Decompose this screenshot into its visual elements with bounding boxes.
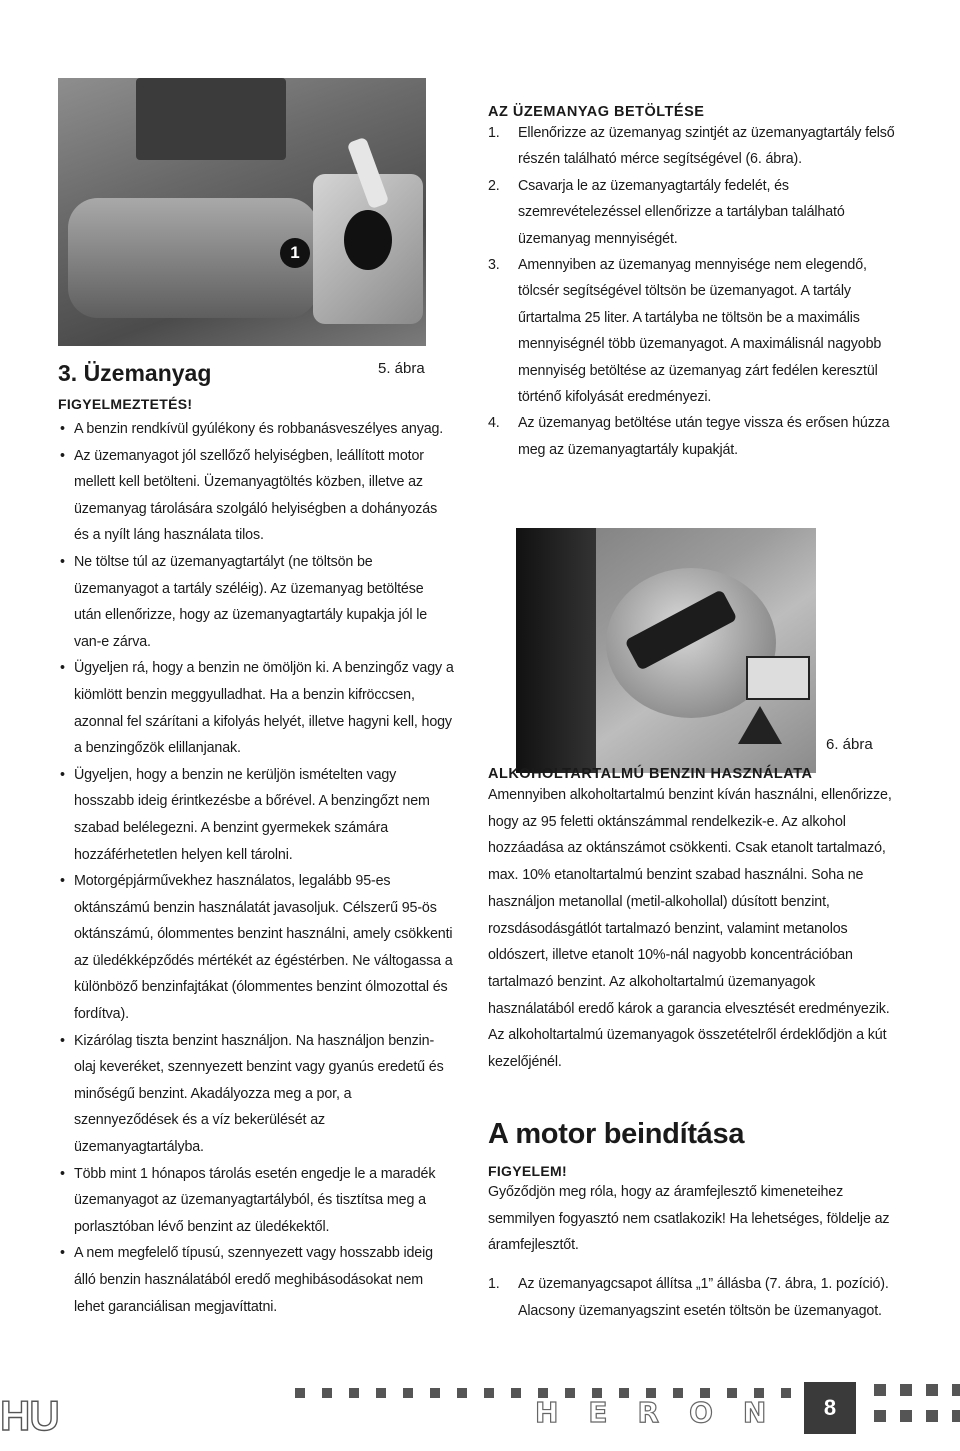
tank-edge-shape [516,528,596,773]
fuel-step [488,120,898,173]
step-text: Az üzemanyag betöltése után tegye vissza és erősen húzza meg az üzemanyagtartály kupakját. [518,415,890,458]
step-text: Az üzemanyagcsapot állítsa „1” állásba (7. ábra, 1. pozíció). Alacsony üzemanyagszint esetén töltsön be üzemanyagot. [518,1276,889,1319]
bullet-item: • Több mint 1 hónapos tárolás esetén engedje le a maradék üzemanyagot az üzemanyagtartályból, és tisztítsa meg a porlasztóban lévő benzint az üledékektől. [58,1161,454,1241]
step-number: 1. [488,125,500,141]
fuel-filling-heading: AZ ÜZEMANYAG BETÖLTÉSE [488,104,705,120]
alcohol-fuel-text: Amennyiben alkoholtartalmú benzint kíván használni, ellenőrizze, hogy az 95 feletti oktánszámmal rendelkezik-e. Az alkohol hozzáadása az oktánszámot csökkenti. Csak etanolt tartalmazó, max. 10% etanoltartalmú benzint szabad használni. Soha ne használjon metanollal (metil-alkohollal) dúsított benzint, rozsdásodásgátlót tartalmazó benzint, valamint metanolos oldószert, illetve etanolt 10%-nál nagyobb koncentrációban tartalmazó benzint. Az alkoholtartalmú üzemanyagok használatából eredő károk a garancia elvesztését eredményezik. Az alkoholtartalmú üzemanyagok összetételről érdeklődjön a kút kezelőjénél. [488,787,892,1071]
bullet-item: • Ügyeljen, hogy a benzin ne kerüljön ismételten vagy hosszabb ideig érintkezésbe a bőrével. A benzingőzt nem szabad belélegezni. A benzint gyermekek számára hozzáférhetetlen helyen kell tárolni. [58,762,454,868]
warning-heading: FIGYELMEZTETÉS! [58,396,193,412]
warning-triangle-icon [738,706,782,744]
alcohol-fuel-heading: ALKOHOLTARTALMÚ BENZIN HASZNÁLATA [488,766,813,782]
step-text: Ellenőrizze az üzemanyag szintjét az üzemanyagtartály felső részén található mérce segítségével (6. ábra). [518,125,895,168]
engine-start-text: Győződjön meg róla, hogy az áramfejlesztő kimeneteihez semmilyen fogyasztó nem csatlakozik! Ha lehetséges, földelje az áramfejlesztőt. [488,1184,890,1254]
bullet-item: • Ne töltse túl az üzemanyagtartályt (ne töltsön be üzemanyagot a tartály széléig). Az üzemanyag betöltése után ellenőrizze, hogy az üzemanyagtartály kupakja jól le van-e zárva. [58,549,454,655]
bullet-item: • Az üzemanyagot jól szellőző helyiségben, leállított motor mellett kell betölteni. Üzemanyagtöltés közben, illetve az üzemanyag tárolására szolgáló helyiségben a dohányozás és a nyílt láng használata tilos. [58,443,454,549]
page-number: 8 [804,1382,856,1434]
step-number: 1. [488,1276,500,1293]
figure-5-photo [58,78,426,346]
bullet-item: • Ügyeljen rá, hogy a benzin ne ömöljön ki. A benzingőz vagy a kiömlött benzin meggyulladhat. Ha a benzin kifröccsen, azonnal fel szárítani a kifolyás helyét, illetve hagyni kell, hogy a benzingőzök elillanjanak. [58,655,454,761]
left-column [58,78,458,1315]
engine-start-warning-heading: FIGYELEM! [488,1163,567,1179]
fuel-steps-list [488,120,898,463]
step-number: 4. [488,415,500,432]
engine-start-step [488,1271,898,1324]
engine-start-steps [488,1271,898,1324]
sticker-shape [746,656,810,700]
bullet-item: • Kizárólag tiszta benzint használjon. Na használjon benzin-olaj keveréket, szennyezett benzint vagy gyanús eredetű és minőségű benzint. Akadályozza meg a por, a szennyeződések és a víz bekerülését az üzemanyagtartályba. [58,1028,454,1161]
language-code: HU [0,1392,59,1439]
figure-5-caption: 5. ábra [378,360,425,377]
step-text: Csavarja le az üzemanyagtartály fedelét, és szemrevételezéssel ellenőrizze a tartályban található üzemanyag mennyiségét. [518,177,845,247]
control-panel-shape [136,78,286,160]
engine-start-section [488,1118,898,1324]
warning-bullet-list [58,416,454,1320]
section-title: 3. Üzemanyag [58,360,212,386]
alcohol-fuel-section [488,766,898,1076]
step-number: 2. [488,177,500,194]
valve-opening-shape [344,210,392,270]
figure-6-photo [516,528,816,773]
fuel-filling-section [488,104,898,463]
step-text: Amennyiben az üzemanyag mennyisége nem elegendő, tölcsér segítségével töltsön be üzemanyagot. A tartály űrtartalma 25 liter. A tartályba ne töltsön be a maximális mennyiségnél több üzemanyagot. A maximálisnál nagyobb mennyiség betöltése az üzemanyag zárt fedélen keresztül történő kifolyását eredményezi. [518,257,882,406]
fuel-step [488,410,898,463]
bullet-item: • A nem megfelelő típusú, szennyezett vagy hosszabb ideig álló benzin használatából eredő meghibásodásokat nem lehet garanciálisan megjavíttatni. [58,1240,454,1320]
brand-logo: HERON [535,1396,797,1429]
bullet-item: • Motorgépjárművekhez használatos, legalább 95-es oktánszámú benzin használatát javasoljuk. Célszerű 95-ös oktánszámú, ólommentes benzint használni, amely csökkenti az üledékképződés mértékét az égéstérben. Ne váltogassa a különböző benzinfajtákat (ólommentes benzint ólmozottal és fordítva). [58,868,454,1028]
engine-start-title: A motor beindítása [488,1118,745,1150]
bullet-item: • A benzin rendkívül gyúlékony és robbanásveszélyes anyag. [58,416,454,443]
figure-6-caption: 6. ábra [826,736,873,753]
footer-dots-right [874,1384,960,1422]
position-badge: 1 [280,238,310,268]
fuel-step [488,173,898,252]
step-number: 3. [488,257,500,274]
fuel-step [488,252,898,410]
